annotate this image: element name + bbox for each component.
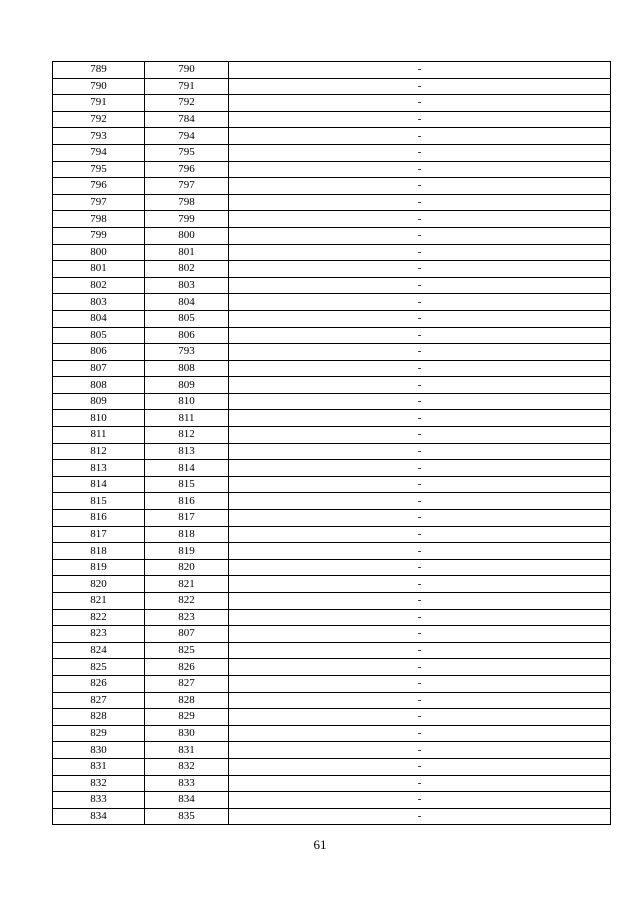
table-row (53, 310, 611, 327)
table-row (53, 709, 611, 726)
table-cell-col-2: 807 (145, 626, 229, 643)
table-cell-col-2: 833 (145, 775, 229, 792)
table-cell-col-1: 802 (53, 277, 145, 294)
table-cell-col-3: - (229, 626, 611, 643)
table-row (53, 111, 611, 128)
table-cell-col-2: 820 (145, 559, 229, 576)
table-row (53, 211, 611, 228)
table-row (53, 659, 611, 676)
table-cell-col-3: - (229, 808, 611, 825)
table-row (53, 261, 611, 278)
table-cell-col-1: 820 (53, 576, 145, 593)
table-cell-col-3: - (229, 709, 611, 726)
table-cell-col-3: - (229, 344, 611, 361)
table-row (53, 178, 611, 195)
table-cell-col-1: 799 (53, 227, 145, 244)
table-cell-col-2: 804 (145, 294, 229, 311)
table-cell-col-2: 811 (145, 410, 229, 427)
table-cell-col-3: - (229, 161, 611, 178)
table-cell-col-3: - (229, 742, 611, 759)
table-row (53, 377, 611, 394)
table-cell-col-1: 828 (53, 709, 145, 726)
table-cell-col-2: 814 (145, 460, 229, 477)
table-cell-col-3: - (229, 62, 611, 79)
table-cell-col-2: 817 (145, 510, 229, 527)
table-row (53, 277, 611, 294)
table-row (53, 543, 611, 560)
table-row (53, 294, 611, 311)
table-row (53, 227, 611, 244)
table-cell-col-2: 831 (145, 742, 229, 759)
table-row (53, 626, 611, 643)
table-cell-col-2: 796 (145, 161, 229, 178)
table-cell-col-1: 810 (53, 410, 145, 427)
table-cell-col-2: 810 (145, 393, 229, 410)
table-cell-col-3: - (229, 178, 611, 195)
table-cell-col-1: 827 (53, 692, 145, 709)
table-row (53, 593, 611, 610)
table-row (53, 792, 611, 809)
table-cell-col-3: - (229, 377, 611, 394)
table-cell-col-2: 784 (145, 111, 229, 128)
table-cell-col-1: 791 (53, 95, 145, 112)
table-cell-col-2: 834 (145, 792, 229, 809)
table-cell-col-1: 792 (53, 111, 145, 128)
table-cell-col-3: - (229, 526, 611, 543)
table-cell-col-2: 806 (145, 327, 229, 344)
table-cell-col-2: 801 (145, 244, 229, 261)
table-cell-col-2: 805 (145, 310, 229, 327)
table-cell-col-1: 800 (53, 244, 145, 261)
table-cell-col-3: - (229, 294, 611, 311)
table-cell-col-1: 793 (53, 128, 145, 145)
table-cell-col-1: 803 (53, 294, 145, 311)
table-cell-col-1: 822 (53, 609, 145, 626)
table-cell-col-1: 812 (53, 443, 145, 460)
table-cell-col-3: - (229, 593, 611, 610)
table-cell-col-2: 818 (145, 526, 229, 543)
table-cell-col-3: - (229, 576, 611, 593)
table-cell-col-1: 801 (53, 261, 145, 278)
table-cell-col-1: 821 (53, 593, 145, 610)
table-cell-col-3: - (229, 310, 611, 327)
table-cell-col-3: - (229, 559, 611, 576)
table-cell-col-3: - (229, 692, 611, 709)
table-cell-col-3: - (229, 78, 611, 95)
table-cell-col-2: 825 (145, 642, 229, 659)
table-row (53, 244, 611, 261)
table-cell-col-3: - (229, 128, 611, 145)
table-cell-col-2: 799 (145, 211, 229, 228)
table-row (53, 576, 611, 593)
table-cell-col-3: - (229, 609, 611, 626)
table-cell-col-1: 834 (53, 808, 145, 825)
table-cell-col-2: 793 (145, 344, 229, 361)
table-cell-col-3: - (229, 227, 611, 244)
table-cell-col-2: 791 (145, 78, 229, 95)
table-cell-col-3: - (229, 443, 611, 460)
table-row (53, 144, 611, 161)
table-cell-col-3: - (229, 460, 611, 477)
table-row (53, 742, 611, 759)
page-number: 61 (313, 837, 327, 852)
table-cell-col-2: 821 (145, 576, 229, 593)
table-cell-col-1: 826 (53, 675, 145, 692)
table-row (53, 194, 611, 211)
table-cell-col-1: 814 (53, 476, 145, 493)
table-cell-col-2: 816 (145, 493, 229, 510)
table-cell-col-2: 808 (145, 360, 229, 377)
table-cell-col-2: 809 (145, 377, 229, 394)
table-cell-col-1: 794 (53, 144, 145, 161)
table-cell-col-1: 797 (53, 194, 145, 211)
table-row (53, 460, 611, 477)
table-cell-col-1: 795 (53, 161, 145, 178)
table-cell-col-2: 827 (145, 675, 229, 692)
table-cell-col-2: 803 (145, 277, 229, 294)
table-cell-col-3: - (229, 675, 611, 692)
table-cell-col-2: 790 (145, 62, 229, 79)
table-cell-col-3: - (229, 211, 611, 228)
table-row (53, 78, 611, 95)
table-cell-col-1: 796 (53, 178, 145, 195)
table-cell-col-2: 835 (145, 808, 229, 825)
table-cell-col-2: 798 (145, 194, 229, 211)
table-cell-col-2: 794 (145, 128, 229, 145)
table-cell-col-2: 800 (145, 227, 229, 244)
table-row (53, 758, 611, 775)
table-cell-col-3: - (229, 510, 611, 527)
table-cell-col-3: - (229, 758, 611, 775)
table-row (53, 675, 611, 692)
table-cell-col-3: - (229, 427, 611, 444)
table-cell-col-3: - (229, 476, 611, 493)
table-cell-col-3: - (229, 327, 611, 344)
table-cell-col-2: 819 (145, 543, 229, 560)
table-cell-col-2: 823 (145, 609, 229, 626)
table-cell-col-1: 829 (53, 725, 145, 742)
table-cell-col-1: 816 (53, 510, 145, 527)
table-cell-col-3: - (229, 659, 611, 676)
table-cell-col-2: 832 (145, 758, 229, 775)
table-cell-col-2: 815 (145, 476, 229, 493)
table-row (53, 427, 611, 444)
table-cell-col-1: 806 (53, 344, 145, 361)
table-cell-col-2: 826 (145, 659, 229, 676)
table-row (53, 692, 611, 709)
table-cell-col-1: 824 (53, 642, 145, 659)
table-cell-col-3: - (229, 277, 611, 294)
table-cell-col-1: 798 (53, 211, 145, 228)
table-cell-col-1: 833 (53, 792, 145, 809)
table-cell-col-2: 828 (145, 692, 229, 709)
table-row (53, 559, 611, 576)
table-row (53, 526, 611, 543)
table-cell-col-2: 802 (145, 261, 229, 278)
table-cell-col-2: 797 (145, 178, 229, 195)
table-cell-col-3: - (229, 792, 611, 809)
table-cell-col-1: 832 (53, 775, 145, 792)
table-row (53, 443, 611, 460)
table-row (53, 609, 611, 626)
table-cell-col-2: 812 (145, 427, 229, 444)
table-row (53, 775, 611, 792)
table-cell-col-1: 817 (53, 526, 145, 543)
table-row (53, 808, 611, 825)
table-cell-col-3: - (229, 493, 611, 510)
table-cell-col-3: - (229, 410, 611, 427)
table-cell-col-3: - (229, 393, 611, 410)
table-cell-col-2: 813 (145, 443, 229, 460)
table-cell-col-1: 811 (53, 427, 145, 444)
table-cell-col-1: 805 (53, 327, 145, 344)
table-row (53, 62, 611, 79)
table-row (53, 510, 611, 527)
table-cell-col-1: 809 (53, 393, 145, 410)
table-cell-col-3: - (229, 725, 611, 742)
table-row (53, 360, 611, 377)
table-cell-col-1: 823 (53, 626, 145, 643)
table-row (53, 476, 611, 493)
table-cell-col-3: - (229, 775, 611, 792)
table-cell-col-3: - (229, 261, 611, 278)
table-cell-col-3: - (229, 194, 611, 211)
table-cell-col-1: 815 (53, 493, 145, 510)
table-cell-col-1: 807 (53, 360, 145, 377)
table-cell-col-1: 818 (53, 543, 145, 560)
table-row (53, 161, 611, 178)
table-cell-col-1: 813 (53, 460, 145, 477)
table-cell-col-3: - (229, 144, 611, 161)
table-cell-col-1: 789 (53, 62, 145, 79)
table-row (53, 725, 611, 742)
table-cell-col-3: - (229, 642, 611, 659)
data-table (52, 61, 611, 825)
table-cell-col-1: 804 (53, 310, 145, 327)
table-cell-col-2: 829 (145, 709, 229, 726)
table-cell-col-2: 792 (145, 95, 229, 112)
table-row (53, 95, 611, 112)
table-row (53, 128, 611, 145)
table-row (53, 393, 611, 410)
table-cell-col-3: - (229, 543, 611, 560)
table-cell-col-3: - (229, 95, 611, 112)
table-cell-col-1: 790 (53, 78, 145, 95)
table-cell-col-1: 831 (53, 758, 145, 775)
table-row (53, 410, 611, 427)
table-cell-col-3: - (229, 360, 611, 377)
table-cell-col-1: 825 (53, 659, 145, 676)
table-cell-col-2: 795 (145, 144, 229, 161)
table-cell-col-3: - (229, 111, 611, 128)
table-cell-col-3: - (229, 244, 611, 261)
table-row (53, 493, 611, 510)
table-body (53, 62, 611, 825)
table-cell-col-1: 830 (53, 742, 145, 759)
table-cell-col-1: 808 (53, 377, 145, 394)
table-row (53, 344, 611, 361)
table-cell-col-2: 830 (145, 725, 229, 742)
table-row (53, 327, 611, 344)
table-cell-col-1: 819 (53, 559, 145, 576)
table-row (53, 642, 611, 659)
table-cell-col-2: 822 (145, 593, 229, 610)
